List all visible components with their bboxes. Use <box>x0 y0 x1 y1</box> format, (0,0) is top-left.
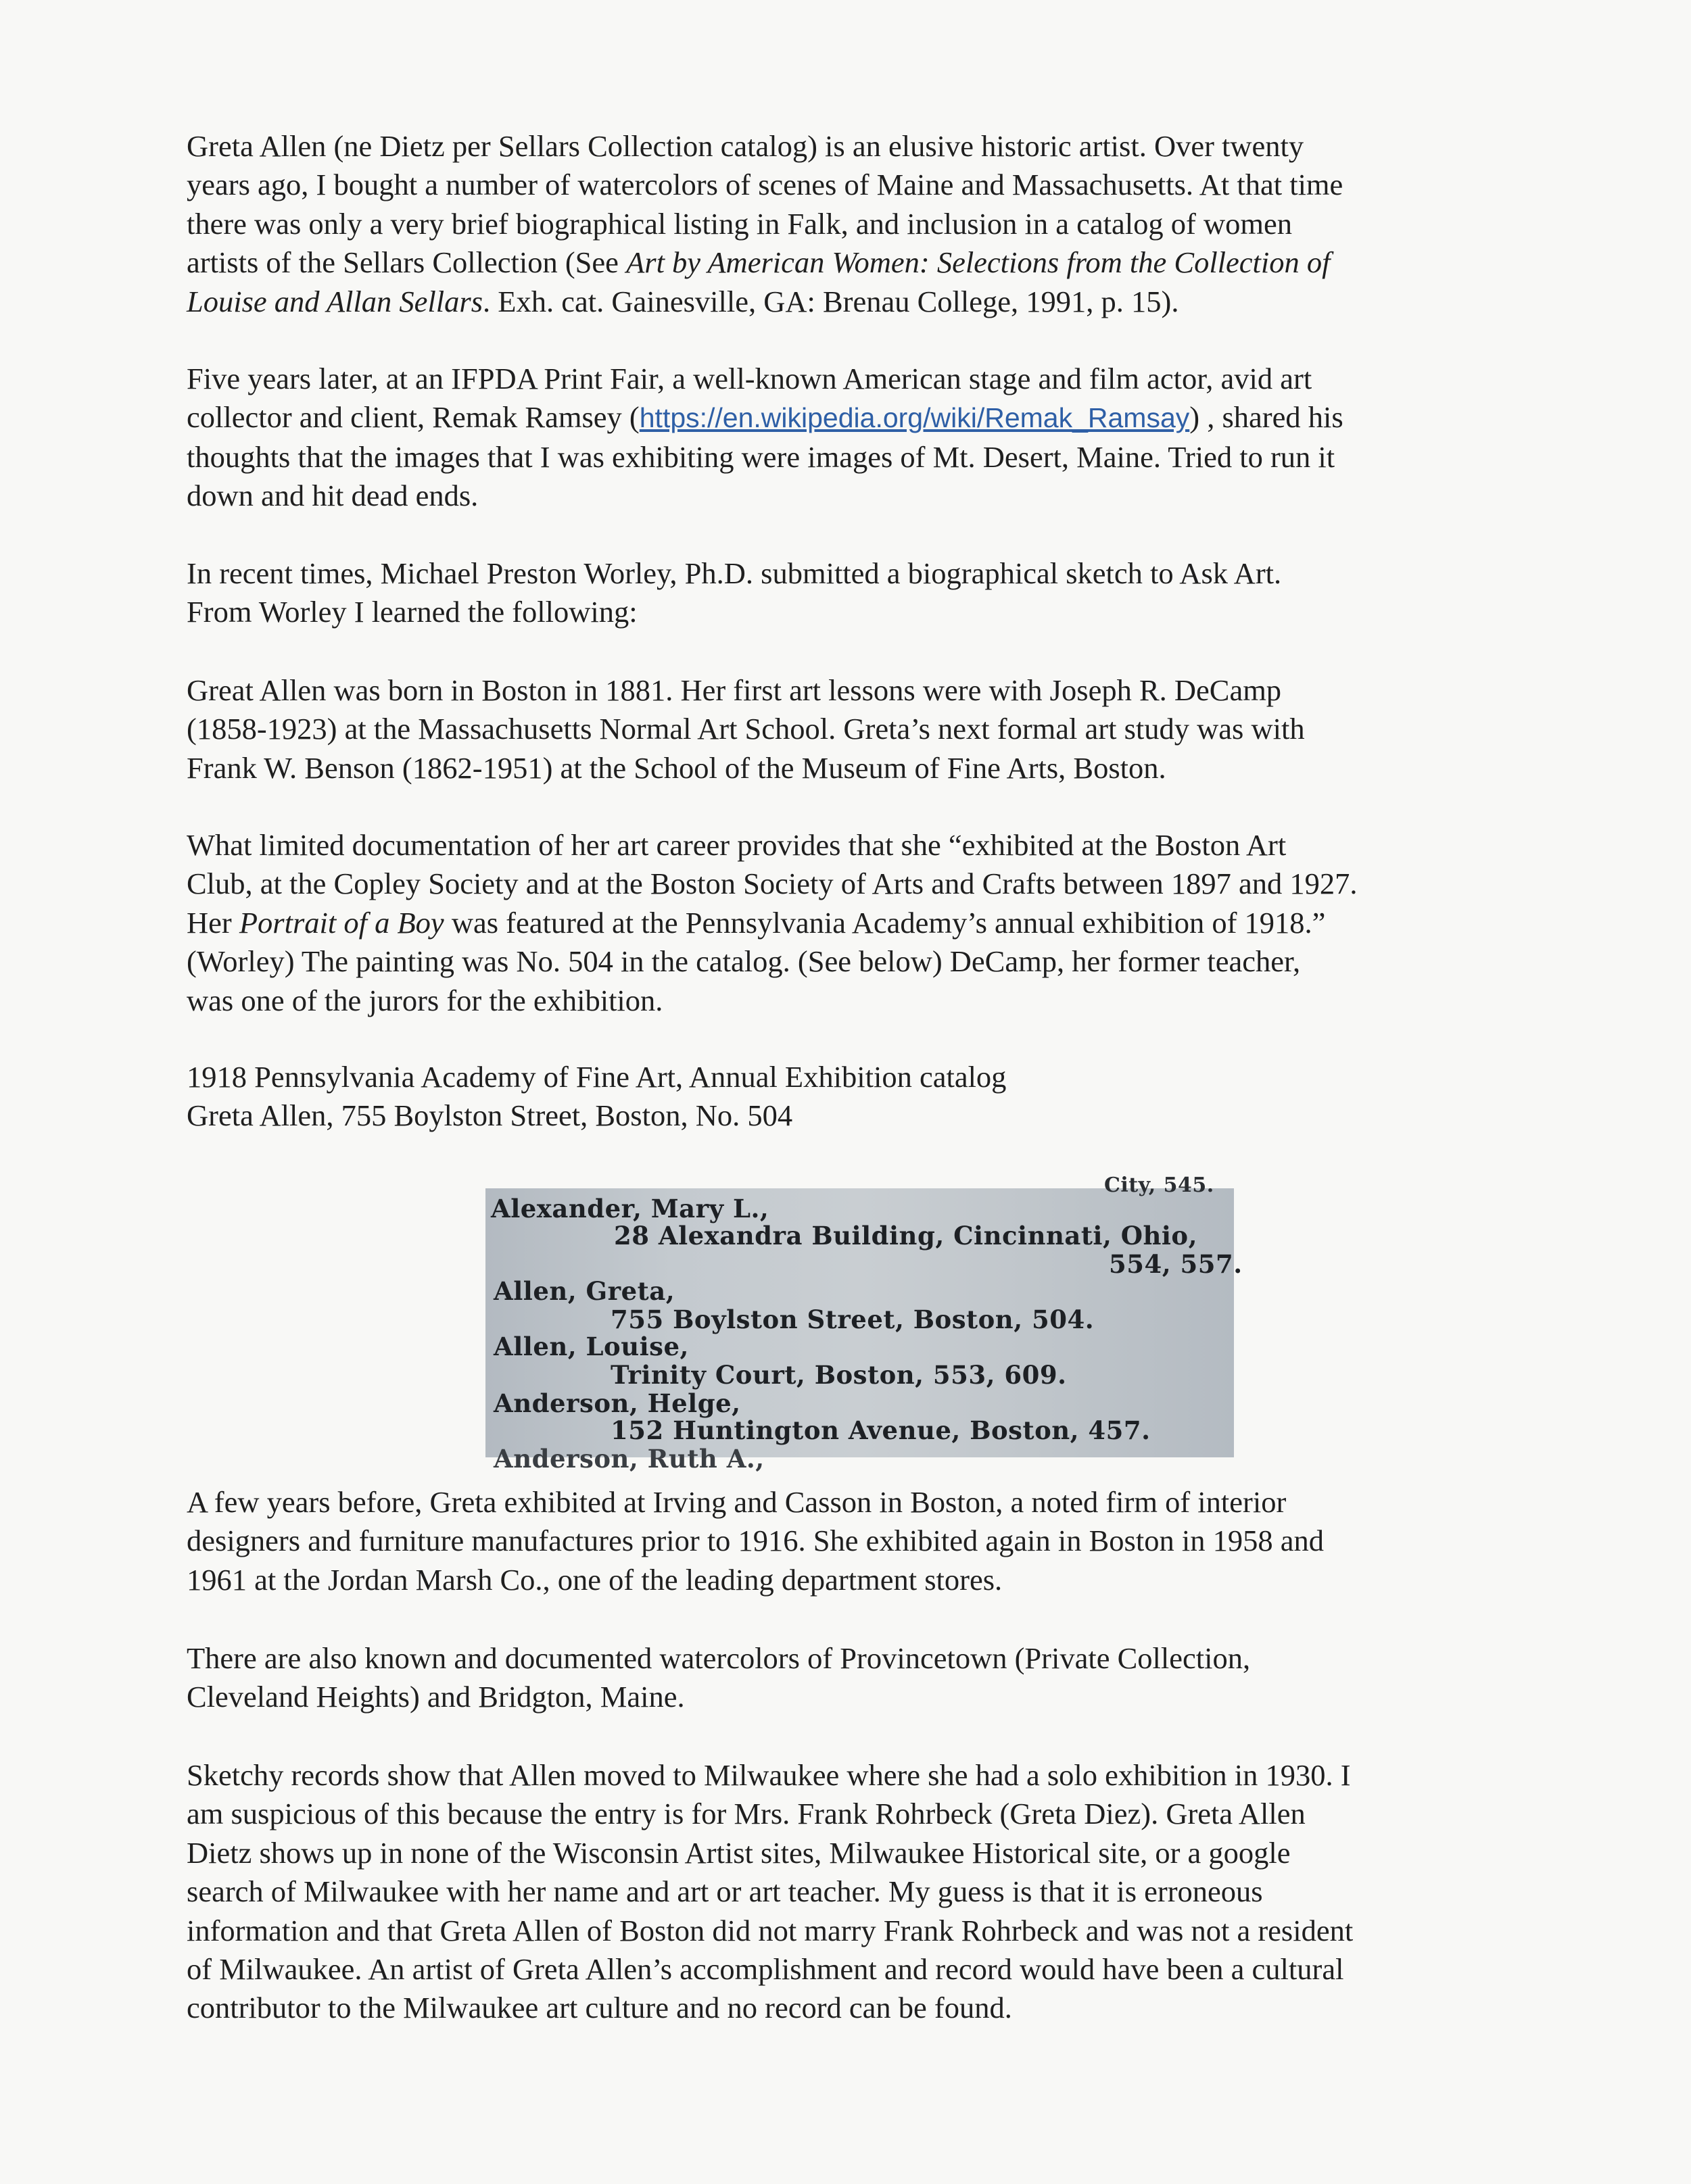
text-line: Dietz shows up in none of the Wisconsin Artist sites, Milwaukee Historical site, or a google <box>187 1835 1291 1870</box>
text-line <box>187 283 1539 321</box>
text-line: thoughts that the images that I was exhibiting were images of Mt. Desert, Maine. Tried to run it <box>187 439 1335 474</box>
text-line: there was only a very brief biographical listing in Falk, and inclusion in a catalog of women <box>187 206 1292 241</box>
paragraph-catalog-caption <box>187 1058 1539 1136</box>
text-fragment: was featured at the Pennsylvania Academy’s annual exhibition of 1918.” <box>444 905 1326 940</box>
clip-line: 554, 557. <box>1109 1249 1243 1279</box>
text-line: There are also known and documented watercolors of Provincetown (Private Collection, <box>187 1641 1251 1675</box>
text-line: Sketchy records show that Allen moved to Milwaukee where she had a solo exhibition in 1930. I <box>187 1758 1351 1792</box>
paragraph-biography <box>187 671 1539 787</box>
wikipedia-link[interactable]: https://en.wikipedia.org/wiki/Remak_Ramsay <box>639 402 1190 434</box>
text-fragment: Her <box>187 905 239 940</box>
text-fragment: artists of the Sellars Collection (See <box>187 245 627 280</box>
text-line: am suspicious of this because the entry is for Mrs. Frank Rohrbeck (Greta Diez). Greta Allen <box>187 1797 1306 1831</box>
paragraph-worley <box>187 554 1539 632</box>
text-line: From Worley I learned the following: <box>187 595 638 629</box>
text-line: contributor to the Milwaukee art culture and no record can be found. <box>187 1991 1012 2025</box>
clip-line: Anderson, Helge, <box>494 1388 741 1418</box>
clip-line: 28 Alexandra Building, Cincinnati, Ohio, <box>614 1221 1197 1251</box>
clip-fragment-bottom: Anderson, Ruth A., <box>494 1444 765 1474</box>
paragraph-irving-casson <box>187 1483 1539 1599</box>
text-line: Club, at the Copley Society and at the Boston Society of Arts and Crafts between 1897 and 1927. <box>187 867 1358 901</box>
text-line: (Worley) The painting was No. 504 in the catalog. (See below) DeCamp, her former teacher, <box>187 944 1301 979</box>
clip-line: Trinity Court, Boston, 553, 609. <box>611 1360 1067 1390</box>
text-line: search of Milwaukee with her name and art or art teacher. My guess is that it is erroneous <box>187 1874 1263 1909</box>
text-line: Greta Allen (ne Dietz per Sellars Collection catalog) is an elusive historic artist. Over twenty <box>187 129 1304 163</box>
paragraph-provincetown <box>187 1639 1539 1717</box>
paragraph-milwaukee <box>187 1756 1539 2028</box>
clip-line: Alexander, Mary L., <box>491 1194 769 1223</box>
text-line: was one of the jurors for the exhibition. <box>187 983 663 1017</box>
text-line: (1858-1923) at the Massachusetts Normal Art School. Greta’s next formal art study was with <box>187 712 1305 746</box>
text-line: designers and furniture manufactures prior to 1916. She exhibited again in Boston in 1958 and <box>187 1524 1324 1558</box>
text-line: Greta Allen, 755 Boylston Street, Boston, No. 504 <box>187 1098 793 1133</box>
text-line <box>187 243 1539 282</box>
text-line <box>187 904 1539 942</box>
text-fragment: . Exh. cat. Gainesville, GA: Brenau College, 1991, p. 15). <box>483 284 1179 318</box>
text-line: 1961 at the Jordan Marsh Co., one of the leading department stores. <box>187 1562 1003 1597</box>
text-line: Frank W. Benson (1862-1951) at the School of the Museum of Fine Arts, Boston. <box>187 750 1166 785</box>
text-line: Great Allen was born in Boston in 1881. Her first art lessons were with Joseph R. DeCamp <box>187 673 1282 707</box>
text-line: years ago, I bought a number of watercolors of scenes of Maine and Massachusetts. At that time <box>187 168 1343 202</box>
clip-fragment-top: City, 545. <box>1104 1173 1214 1197</box>
painting-title-italic: Portrait of a Boy <box>239 905 444 940</box>
text-line: In recent times, Michael Preston Worley, Ph.D. submitted a biographical sketch to Ask Art. <box>187 556 1282 590</box>
scan-smudge <box>0 1325 20 1386</box>
clip-line: Allen, Louise, <box>494 1332 689 1361</box>
clip-line: 755 Boylston Street, Boston, 504. <box>611 1305 1095 1334</box>
paragraph-exhibitions <box>187 826 1539 1020</box>
text-line: Five years later, at an IFPDA Print Fair, a well-known American stage and film actor, avid art <box>187 362 1312 395</box>
catalog-clipping-image <box>485 1173 1243 1474</box>
text-line: Cleveland Heights) and Bridgton, Maine. <box>187 1680 685 1714</box>
text-fragment: collector and client, Remak Ramsey ( <box>187 400 640 435</box>
catalog-title-italic: Art by American Women: Selections from the Collection of <box>626 245 1331 280</box>
paragraph-print-fair <box>187 360 1539 516</box>
text-fragment: ) , shared his <box>1189 400 1343 435</box>
text-line: of Milwaukee. An artist of Greta Allen’s accomplishment and record would have been a cultural <box>187 1952 1344 1987</box>
clip-line: 152 Huntington Avenue, Boston, 457. <box>611 1415 1151 1445</box>
text-line: information and that Greta Allen of Boston did not marry Frank Rohrbeck and was not a resident <box>187 1913 1354 1947</box>
text-line: down and hit dead ends. <box>187 479 479 513</box>
clip-line: Allen, Greta, <box>494 1276 675 1306</box>
catalog-title-italic: Louise and Allan Sellars <box>187 284 483 318</box>
text-line: 1918 Pennsylvania Academy of Fine Art, Annual Exhibition catalog <box>187 1060 1007 1094</box>
text-line: A few years before, Greta exhibited at Irving and Casson in Boston, a noted firm of interior <box>187 1485 1287 1519</box>
text-line <box>187 398 1539 437</box>
text-line: What limited documentation of her art career provides that she “exhibited at the Boston Art <box>187 828 1287 862</box>
paragraph-intro <box>187 127 1539 321</box>
